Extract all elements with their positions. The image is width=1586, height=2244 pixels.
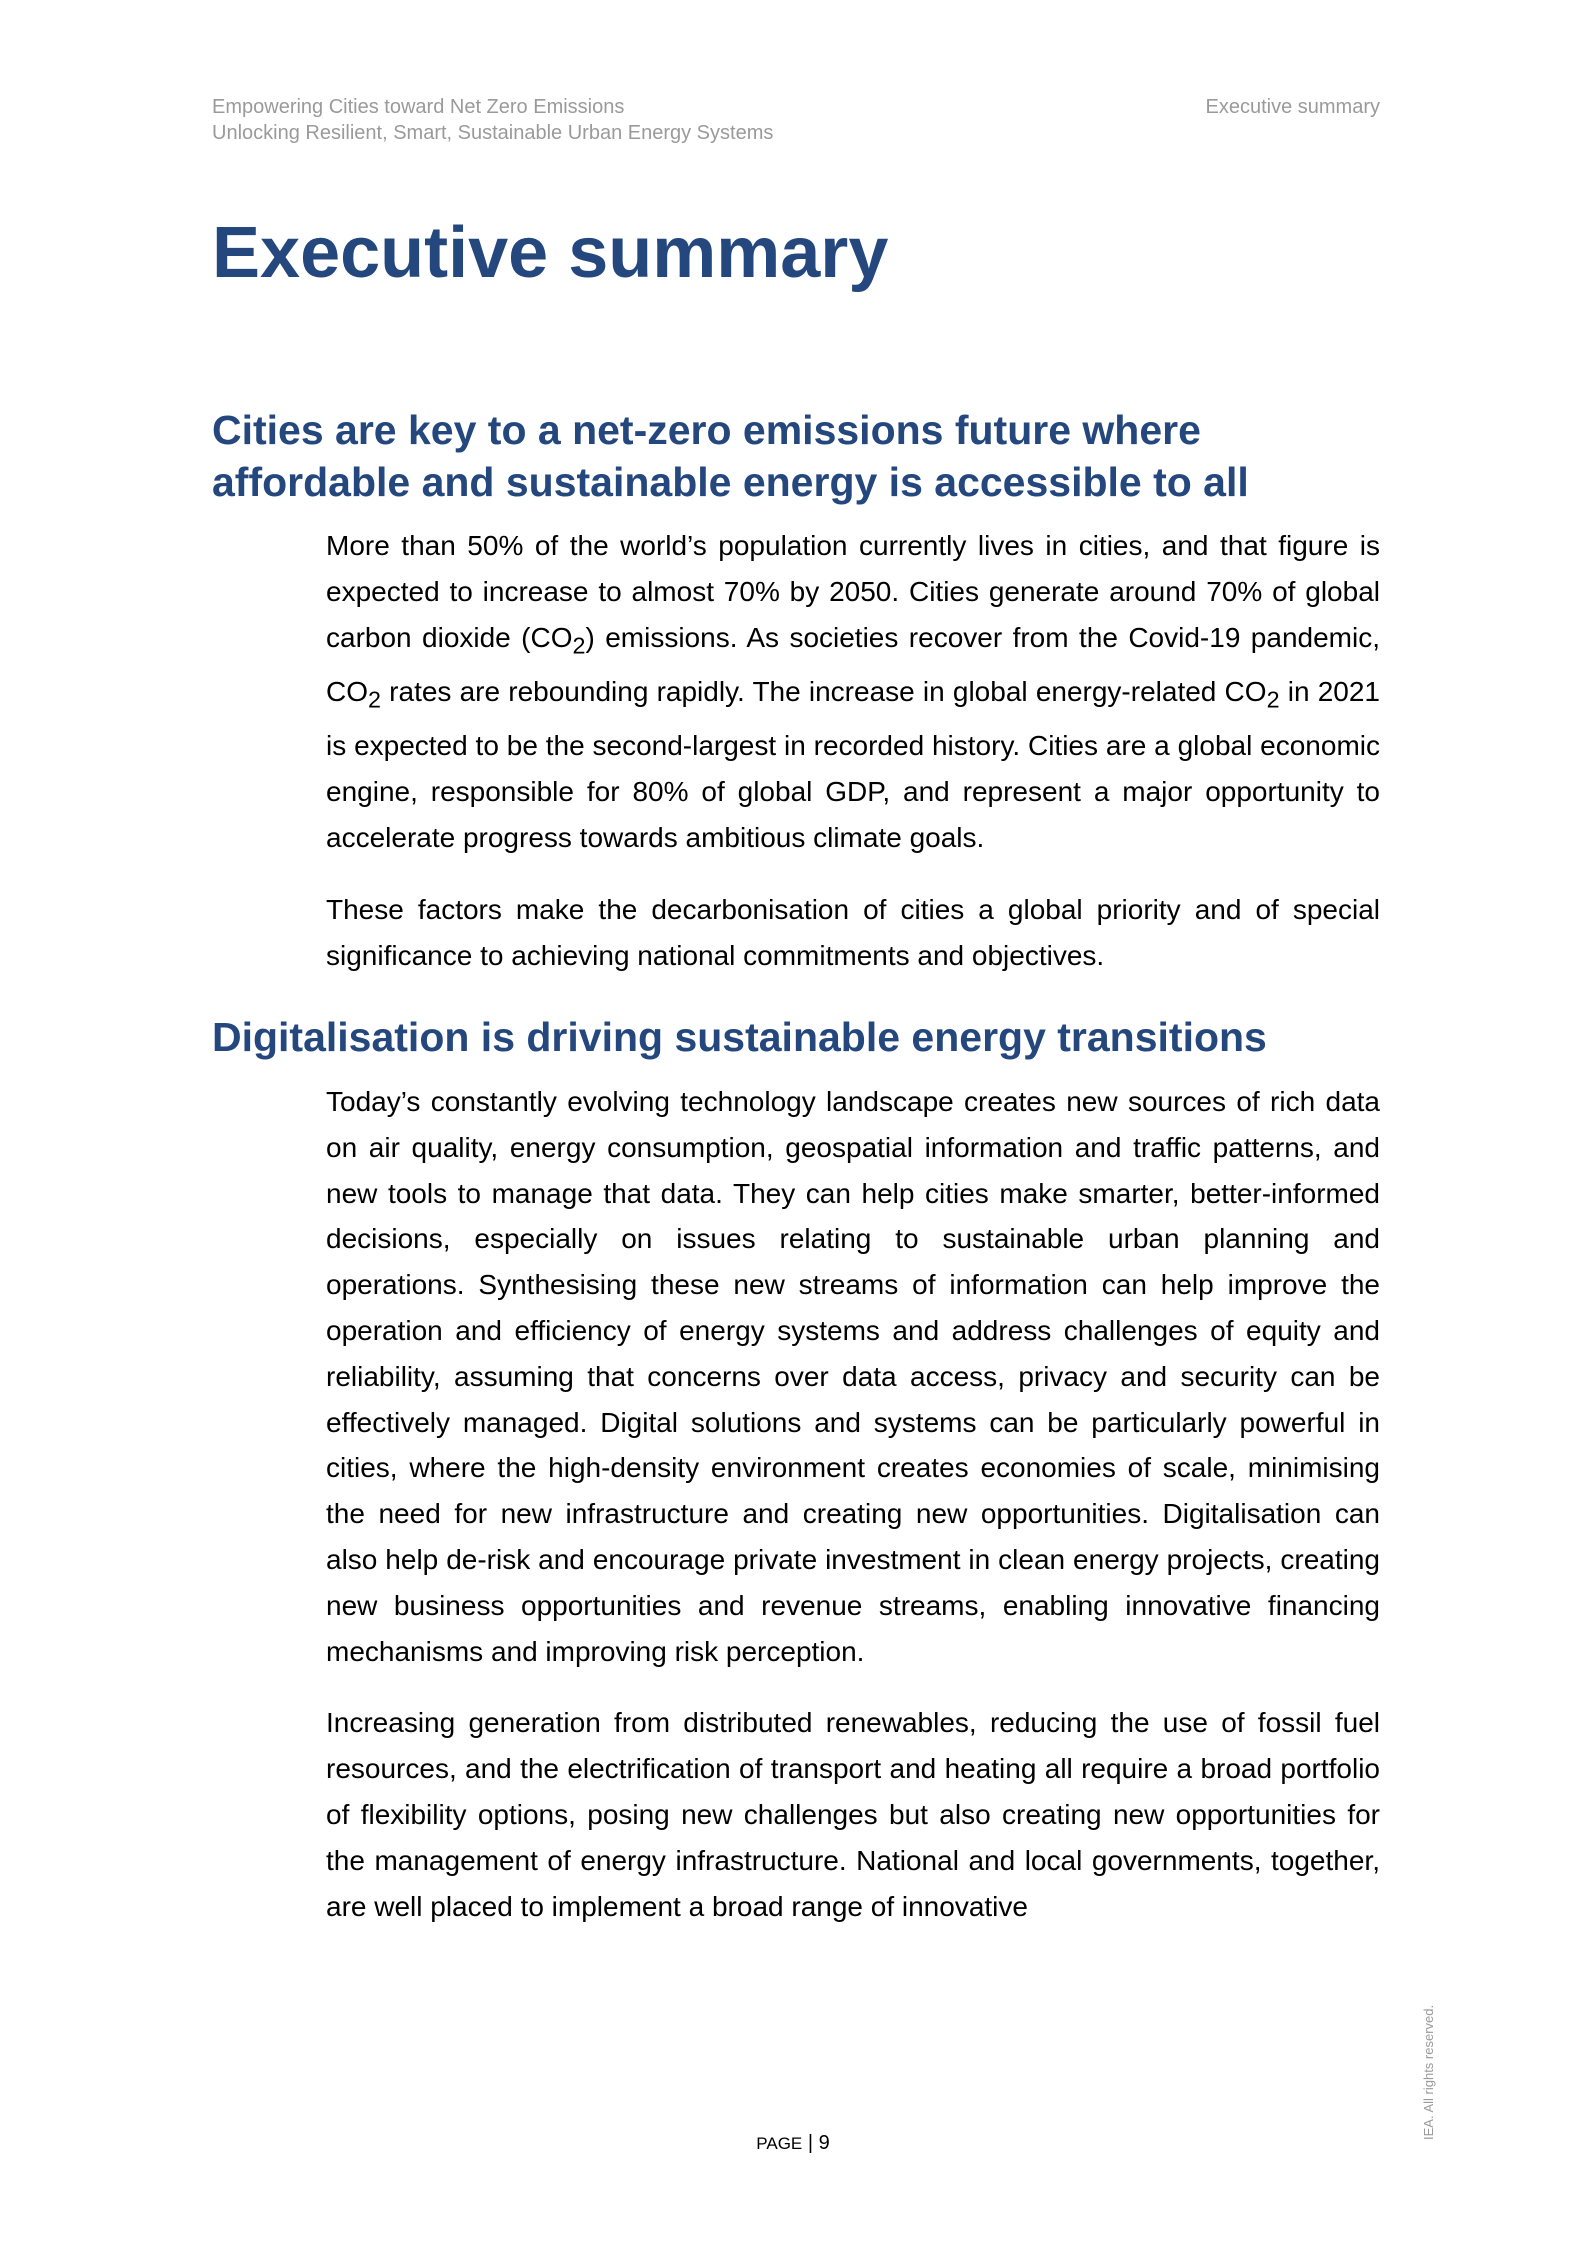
paragraph-priority: These factors make the decarbonisation of cities a global priority and of special significance to achieving national commitments and objectives.: [326, 893, 1380, 971]
page-label: PAGE: [756, 2134, 803, 2153]
rights-notice: IEA. All rights reserved.: [1421, 2004, 1436, 2140]
header-title-line2: Unlocking Resilient, Smart, Sustainable Urban Energy Systems: [212, 122, 774, 144]
section-heading-line1: Cities are key to a net-zero emissions future where: [212, 407, 1201, 453]
paragraph-technology-landscape: Today’s constantly evolving technology landscape creates new sources of rich data on air quality, energy consumption, geospatial information and traffic patterns, and new tools to manage that data. They can help cities make smarter, better-informed decisions, especially on issues relating to sustainable urban planning and operations. Synthesising these new streams of information can help improve the operation and efficiency of energy systems and address challenges of equity and reliability, assuming that concerns over data access, privacy and security can be effectively managed. Digital solutions and systems can be particularly powerful in cities, where the high-density environment creates economies of scale, minimising the need for new infrastructure and creating new opportunities. Digitalisation can also help de-risk and encourage private investment in clean energy projects, creating new business opportunities and revenue streams, enabling innovative financing mechanisms and improving risk perception.: [326, 1086, 1380, 1667]
section-heading-digitalisation: Digitalisation is driving sustainable energy transitions: [212, 1014, 1267, 1060]
section-heading-line2: affordable and sustainable energy is accessible to all: [212, 459, 1249, 505]
section-body-digitalisation: [326, 1079, 1380, 1929]
page-number-value: 9: [818, 2132, 830, 2154]
header-section-name: Executive summary: [1205, 96, 1380, 118]
paragraph-population: More than 50% of the world’s population currently lives in cities, and that figure is expected to increase to almost 70% by 2050. Cities generate around 70% of global carbon dioxide $(CO_2)$ emissions. As societies recover from the Covid-19 pandemic, $CO_2$ rates are rebounding rapidly. The increase in global energy-related $CO_2$ in 2021 is expected to be the second-largest in recorded history. Cities are a global economic engine, responsible for 80% of global GDP, and represent a major opportunity to accelerate progress towards ambitious climate goals.: [326, 530, 1381, 853]
header-title-line1: Empowering Cities toward Net Zero Emissions: [212, 96, 625, 118]
section-heading-cities: [212, 404, 1380, 508]
section-body-cities: [326, 523, 1380, 978]
page-separator: |: [802, 2132, 819, 2154]
page-number: [0, 2132, 1586, 2155]
running-header: [212, 94, 1380, 146]
header-document-title: [212, 94, 773, 146]
page-title: Executive summary: [212, 213, 889, 293]
paragraph-flexibility: Increasing generation from distributed renewables, reducing the use of fossil fuel resources, and the electrification of transport and heating all require a broad portfolio of flexibility options, posing new challenges but also creating new opportunities for the management of energy infrastructure. National and local governments, together, are well placed to implement a broad range of innovative: [326, 1707, 1380, 1922]
